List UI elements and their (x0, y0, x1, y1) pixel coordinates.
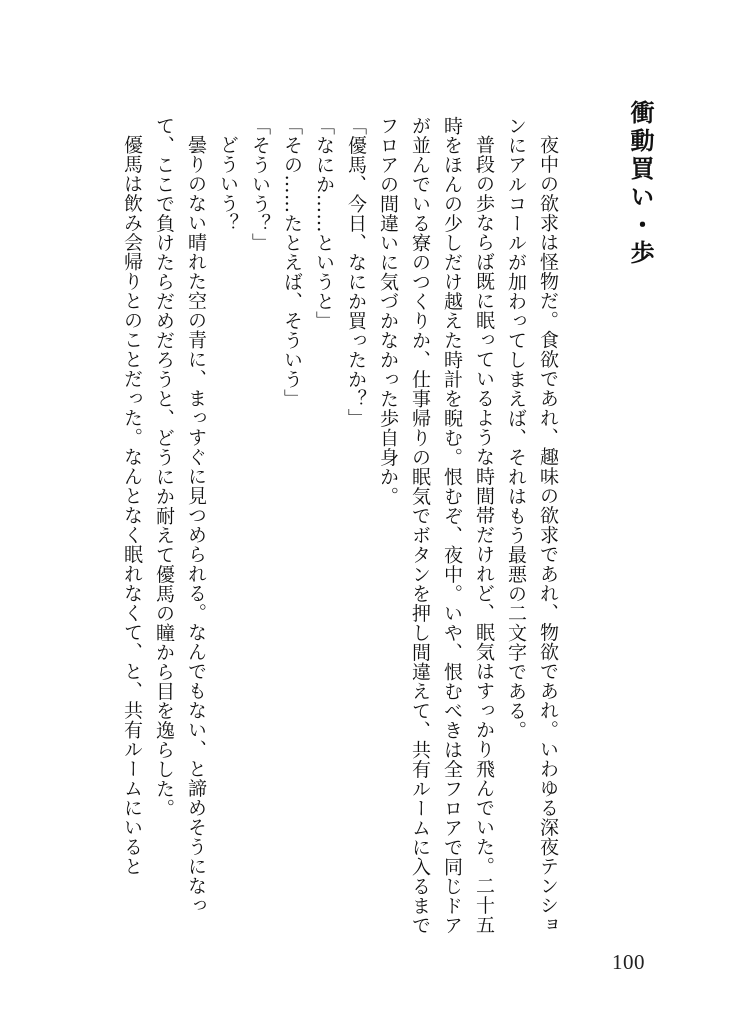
page-number: 100 (612, 950, 645, 974)
paragraph: 夜中の欲求は怪物だ。食欲であれ、趣味の欲求であれ、物欲であれ。いわゆる深夜テンションにアルコールが加わってしまえば、それはもう最悪の二文字である。 (505, 116, 559, 935)
paragraph: 普段の歩ならば既に眠っているような時間帯だけれど、眠気はすっかり飛んでいた。二十五時をほんの少しだけ越えた時計を睨む。恨むぞ、夜中。いや、恨むべきは全フロアで同じドアが並んでいる寮のつくりか、仕事帰りの眠気でボタンを押し間違えて、共有ルームに入るまでフロアの間違いに気づかなかった歩自身か。 (377, 116, 495, 935)
paragraph: 優馬は飲み会帰りとのことだった。なんとなく眠れなくて、と、共有ルームにいると (121, 135, 143, 876)
paragraph: 曇りのない晴れた空の青に、まっすぐに見つめられる。なんでもない、と諦めそうになって、ここで負けたらだめだろうと、どうにか耐えて優馬の瞳から目を逸らした。 (153, 116, 207, 915)
dialogue-line: 「その……たとえば、そういう」 (281, 116, 303, 409)
dialogue-line: 「なにか……というと」 (313, 116, 335, 331)
dialogue-line: 「そういう？」 (249, 116, 271, 253)
dialogue-line: 「優馬、今日、なにか買ったか？」 (345, 116, 367, 428)
body-text (94, 116, 564, 936)
chapter-title: 衝動買い・歩 (626, 100, 654, 268)
paragraph: どういう？ (217, 135, 239, 233)
